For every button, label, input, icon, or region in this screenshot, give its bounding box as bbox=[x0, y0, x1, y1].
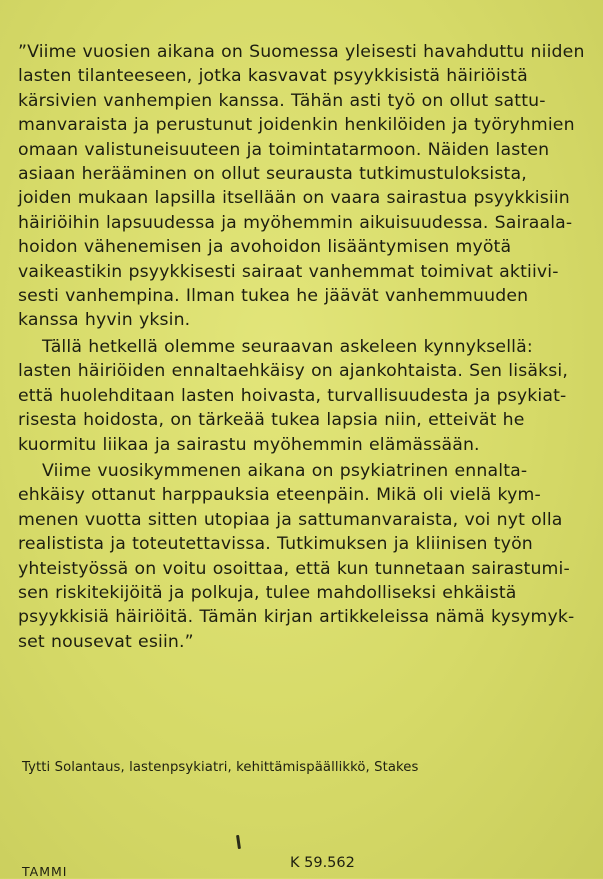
quote-line: omaan valistuneisuuteen ja toimintatarmoon. Näiden lasten bbox=[18, 139, 550, 160]
print-speck bbox=[236, 835, 241, 849]
quote-line: vaikeastikin psyykkisesti sairaat vanhemmat toimivat aktiivi- bbox=[18, 261, 559, 282]
quote-line: sen riskitekijöitä ja polkuja, tulee mahdolliseksi ehkäistä bbox=[18, 582, 517, 603]
quote-paragraph-2 bbox=[18, 335, 578, 359]
quote-line: kuormitu liikaa ja sairastu myöhemmin elämässään. bbox=[18, 434, 480, 455]
quote-line: ”Viime vuosien aikana on Suomessa yleisesti havahduttu niiden bbox=[18, 42, 585, 62]
quote-line: yhteistyössä on voitu osoittaa, että kun tunnetaan sairastumi- bbox=[18, 558, 570, 579]
library-classification-code: K 59.562 bbox=[290, 855, 355, 871]
quote-line: häiriöihin lapsuudessa ja myöhemmin aikuisuudessa. Sairaala- bbox=[18, 212, 573, 233]
quote-attribution: Tytti Solantaus, lastenpsykiatri, kehittämispäällikkö, Stakes bbox=[22, 760, 419, 775]
quote-line: joiden mukaan lapsilla itsellään on vaara sairastua psyykkisiin bbox=[18, 188, 570, 209]
publisher-logo: TAMMI bbox=[22, 864, 68, 879]
quote-line: Tällä hetkellä olemme seuraavan askeleen kynnyksellä: bbox=[42, 336, 533, 357]
quote-paragraph-3 bbox=[18, 459, 578, 483]
quote-paragraph-2-continued bbox=[18, 359, 578, 457]
quote-line: lasten häiriöiden ennaltaehkäisy on ajankohtaista. Sen lisäksi, bbox=[18, 361, 569, 382]
quote-line: risesta hoidosta, on tärkeää tukea lapsia niin, etteivät he bbox=[18, 410, 525, 431]
quote-line: menen vuotta sitten utopiaa ja sattumanvaraista, voi nyt olla bbox=[18, 509, 563, 530]
quote-line: hoidon vähenemisen ja avohoidon lisääntymisen myötä bbox=[18, 237, 512, 258]
quote-line: kanssa hyvin yksin. bbox=[18, 310, 191, 331]
quote-line: asiaan herääminen on ollut seurausta tutkimustuloksista, bbox=[18, 164, 527, 185]
quote-line: että huolehditaan lasten hoivasta, turvallisuudesta ja psykiat- bbox=[18, 385, 567, 406]
quote-line: realistista ja toteutettavissa. Tutkimuksen ja kliinisen työn bbox=[18, 534, 533, 555]
quote-line: Viime vuosikymmenen aikana on psykiatrinen ennalta- bbox=[42, 460, 528, 481]
quote-line: lasten tilanteeseen, jotka kasvavat psyykkisistä häiriöistä bbox=[18, 66, 528, 87]
quote-line: sesti vanhempina. Ilman tukea he jäävät vanhemmuuden bbox=[18, 286, 529, 307]
quote-line: psyykkisiä häiriöitä. Tämän kirjan artikkeleissa nämä kysymyk- bbox=[18, 607, 575, 628]
quote-paragraph-3-continued bbox=[18, 483, 578, 654]
blurb-quote bbox=[18, 40, 585, 654]
quote-paragraph-1 bbox=[18, 40, 585, 333]
quote-line: set nousevat esiin.” bbox=[18, 631, 194, 652]
quote-line: kärsivien vanhempien kanssa. Tähän asti työ on ollut sattu- bbox=[18, 90, 546, 111]
quote-line: manvaraista ja perustunut joidenkin henkilöiden ja työryhmien bbox=[18, 115, 575, 136]
quote-line: ehkäisy ottanut harppauksia eteenpäin. Mikä oli vielä kym- bbox=[18, 485, 541, 506]
